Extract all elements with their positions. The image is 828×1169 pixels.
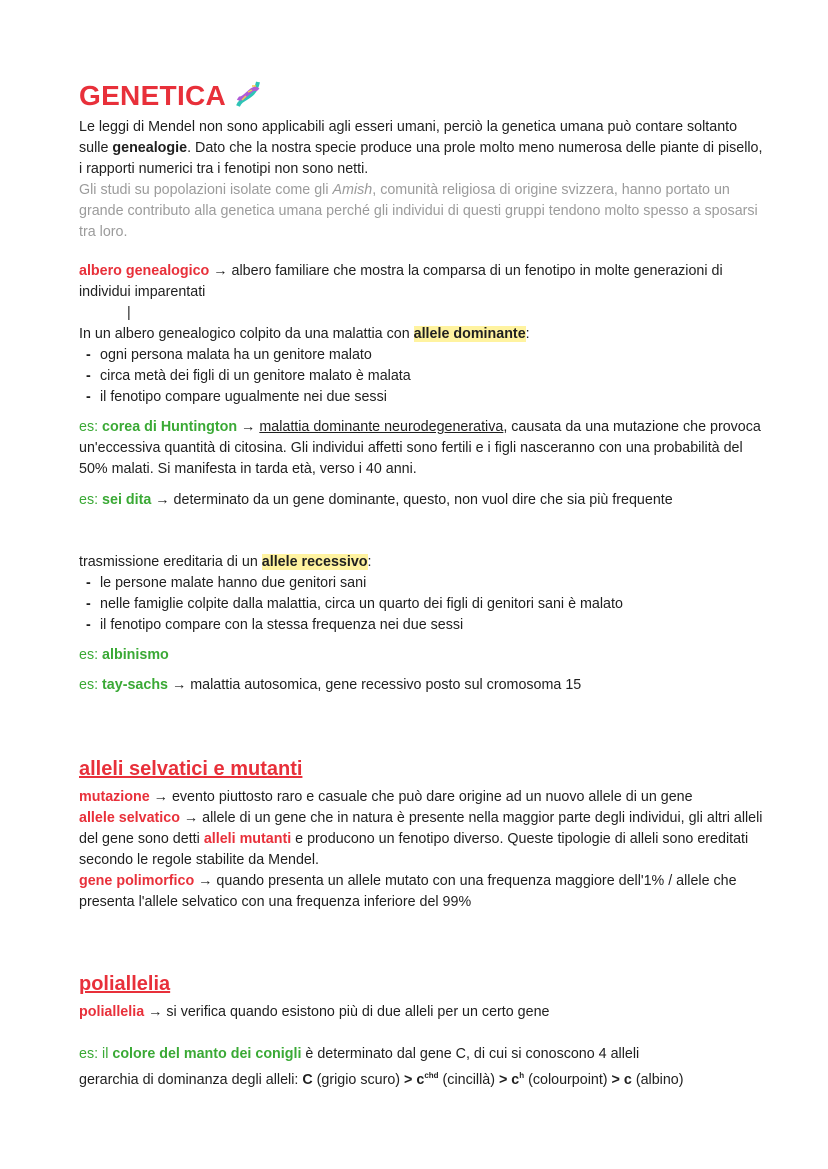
text-span: → determinato da un gene dominante, questo, non vuol dire che sia più frequente bbox=[151, 492, 673, 508]
text-span: gerarchia di dominanza degli alleli: bbox=[79, 1071, 303, 1088]
text-span: > bbox=[611, 1071, 620, 1088]
text-span: malattia dominante neurodegenerativa bbox=[259, 419, 504, 435]
huntington-example bbox=[79, 417, 769, 480]
text-span: > bbox=[498, 1071, 508, 1088]
text-span: > bbox=[404, 1071, 413, 1088]
text-span: → quando presenta un allele mutato con una frequenza maggiore dell'1% / allele che presenta l'allele selvatico con una frequenza inferiore del 99% bbox=[79, 873, 737, 910]
selvatici-section bbox=[79, 787, 769, 913]
text-span: c bbox=[412, 1071, 425, 1088]
text-span: . Dato che la nostra specie produce una prole molto meno numerosa delle piante di pisello, i rapporti numerici tra i fenotipi non sono netti. bbox=[79, 140, 763, 177]
text-span: In un albero genealogico colpito da una malattia con bbox=[79, 326, 414, 342]
sei-dita-example bbox=[79, 490, 769, 511]
text-span: es: bbox=[79, 492, 103, 508]
text-span: es: bbox=[79, 419, 103, 435]
text-span: GENETICA bbox=[79, 79, 227, 111]
text-span: es: bbox=[79, 677, 103, 693]
text-span: (grigio scuro) bbox=[312, 1071, 405, 1088]
text-span: → bbox=[237, 419, 260, 435]
page-title bbox=[79, 78, 264, 117]
text-span: → albero familiare che mostra la comparsa di un fenotipo in molte generazioni di individui imparentati bbox=[79, 263, 723, 300]
text-span: , comunità religiosa di origine svizzera, hanno portato un grande contributo alla genetica umana perché gli individui di questi gruppi tendono molto spesso a sposarsi tra loro. bbox=[79, 182, 758, 240]
text-span: Le leggi di Mendel non sono applicabili agli esseri umani, perciò la genetica umana può contare soltanto sulle bbox=[79, 119, 738, 156]
text-span: (albino) bbox=[631, 1071, 684, 1088]
text-cursor: | bbox=[127, 305, 131, 321]
list-item: - il fenotipo compare ugualmente nei due sessi bbox=[79, 387, 769, 408]
text-span: sei dita bbox=[102, 492, 152, 508]
text-span: es: il bbox=[79, 1046, 113, 1062]
list-item: - ogni persona malata ha un genitore malato bbox=[79, 345, 769, 366]
text-span: : bbox=[367, 554, 372, 570]
conigli-example bbox=[79, 1043, 769, 1091]
text-span: corea di Huntington bbox=[102, 419, 238, 435]
albero-definition bbox=[79, 261, 769, 303]
text-span: trasmissione ereditaria di un bbox=[79, 554, 262, 570]
recessivo-section bbox=[79, 552, 769, 636]
poliallelia-definition bbox=[79, 1002, 769, 1023]
text-span: → malattia autosomica, gene recessivo posto sul cromosoma 15 bbox=[168, 677, 582, 693]
text-span: albinismo bbox=[102, 647, 169, 663]
text-span: genealogie bbox=[112, 140, 188, 156]
text-span: tay-sachs bbox=[102, 677, 169, 693]
text-span: chd bbox=[424, 1071, 439, 1080]
text-span: poliallelia bbox=[79, 1004, 145, 1020]
text-span: è determinato dal gene C, di cui si conoscono 4 alleli bbox=[301, 1046, 640, 1062]
text-span: → evento piuttosto raro e casuale che può dare origine ad un nuovo allele di un gene bbox=[149, 789, 693, 805]
text-span: c bbox=[507, 1071, 520, 1088]
text-span: mutazione bbox=[79, 789, 150, 805]
list-item: - il fenotipo compare con la stessa frequenza nei due sessi bbox=[79, 615, 769, 636]
text-span: Amish bbox=[332, 182, 373, 198]
text-span: allele recessivo bbox=[261, 554, 368, 570]
text-span: (colourpoint) bbox=[524, 1071, 612, 1088]
text-span: es: bbox=[79, 647, 103, 663]
list-item: - nelle famiglie colpite dalla malattia, circa un quarto dei figli di genitori sani è malato bbox=[79, 594, 769, 615]
text-span: , causata da una mutazione che provoca un'eccessiva quantità di citosina. Gli individui affetti sono fertili e i figli nasceranno con una probabilità del 50% malati. Si manifesta in tarda età, verso i 40 anni. bbox=[79, 419, 761, 477]
taysachs-example bbox=[79, 675, 769, 696]
albinismo-example bbox=[79, 645, 769, 666]
list-item: - circa metà dei figli di un genitore malato è malata bbox=[79, 366, 769, 387]
section-heading-selvatici: alleli selvatici e mutanti bbox=[79, 758, 303, 780]
text-span: allele selvatico bbox=[79, 810, 180, 826]
text-span: h bbox=[519, 1071, 525, 1080]
list-item: - le persone malate hanno due genitori sani bbox=[79, 573, 769, 594]
section-heading-poliallelia: poliallelia bbox=[79, 973, 171, 995]
text-span: colore del manto dei conigli bbox=[112, 1046, 302, 1062]
text-span: C bbox=[302, 1071, 313, 1088]
text-span: → si verifica quando esistono più di due alleli per un certo gene bbox=[144, 1004, 550, 1020]
text-span: e producono un fenotipo diverso. Queste tipologie di alleli sono ereditati secondo le regole stabilite da Mendel. bbox=[79, 831, 749, 868]
text-span: : bbox=[525, 326, 530, 342]
dominante-section bbox=[79, 324, 769, 408]
text-span: alleli mutanti bbox=[203, 831, 292, 847]
text-span: Gli studi su popolazioni isolate come gli bbox=[79, 182, 333, 198]
text-span: c bbox=[619, 1071, 632, 1088]
text-span: allele dominante bbox=[413, 326, 526, 342]
dna-icon bbox=[232, 78, 264, 117]
intro-paragraph bbox=[79, 117, 769, 243]
text-span: (cincillà) bbox=[438, 1071, 499, 1088]
text-span: → allele di un gene che in natura è presente nella maggior parte degli individui, gli altri alleli del gene sono detti bbox=[79, 810, 763, 847]
text-span: albero genealogico bbox=[79, 263, 210, 279]
text-span: gene polimorfico bbox=[79, 873, 195, 889]
